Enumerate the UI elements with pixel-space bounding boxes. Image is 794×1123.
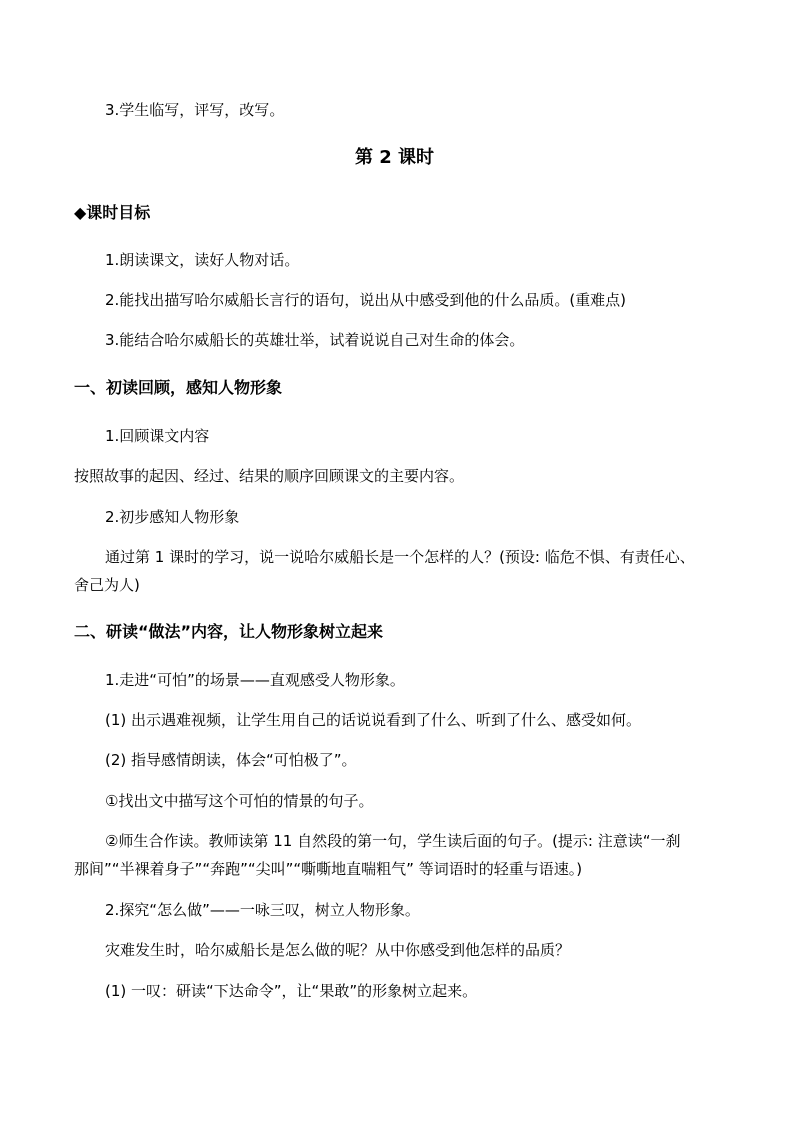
objective-item: 2.能找出描写哈尔威船长言行的语句，说出从中感受到他的什么品质。(重难点): [105, 291, 627, 309]
lesson-title: 第 2 课时: [355, 147, 435, 168]
paragraph: 1.回顾课文内容: [105, 427, 210, 445]
paragraph: ②师生合作读。教师读第 11 自然段的第一句，学生读后面的句子。(提示: 注意读“一刹: [105, 832, 681, 850]
section-heading: 二、研读“做法”内容，让人物形象树立起来: [74, 622, 384, 641]
objective-item: 3.能结合哈尔威船长的英雄壮举，试着说说自己对生命的体会。: [105, 331, 525, 349]
paragraph: 按照故事的起因、经过、结果的顺序回顾课文的主要内容。: [74, 467, 465, 485]
paragraph: 2.探究“怎么做”——一咏三叹，树立人物形象。: [105, 901, 420, 919]
paragraph: (1) 出示遇难视频，让学生用自己的话说说看到了什么、听到了什么、感受如何。: [105, 711, 642, 729]
paragraph: (2) 指导感情朗读，体会“可怕极了”。: [105, 751, 357, 769]
paragraph-continuation: 舍己为人): [74, 576, 140, 594]
writing-step-line: 3.学生临写，评写，改写。: [105, 101, 285, 119]
section-heading: 一、初读回顾，感知人物形象: [74, 378, 283, 397]
objective-item: 1.朗读课文，读好人物对话。: [105, 251, 300, 269]
paragraph: 通过第 1 课时的学习，说一说哈尔威船长是一个怎样的人？(预设: 临危不惧、有责任心、: [105, 548, 695, 566]
paragraph: ①找出文中描写这个可怕的情景的句子。: [105, 792, 374, 810]
paragraph: 灾难发生时，哈尔威船长是怎么做的呢？从中你感受到他怎样的品质？: [105, 941, 571, 959]
paragraph: 1.走进“可怕”的场景——直观感受人物形象。: [105, 671, 405, 689]
objectives-heading: ◆课时目标: [74, 203, 151, 222]
paragraph: 2.初步感知人物形象: [105, 508, 240, 526]
paragraph-continuation: 那间”“半裸着身子”“奔跑”“尖叫”“嘶嘶地直喘粗气” 等词语时的轻重与语速。): [74, 860, 583, 878]
paragraph: (1) 一叹：研读“下达命令”，让“果敢”的形象树立起来。: [105, 982, 478, 1000]
